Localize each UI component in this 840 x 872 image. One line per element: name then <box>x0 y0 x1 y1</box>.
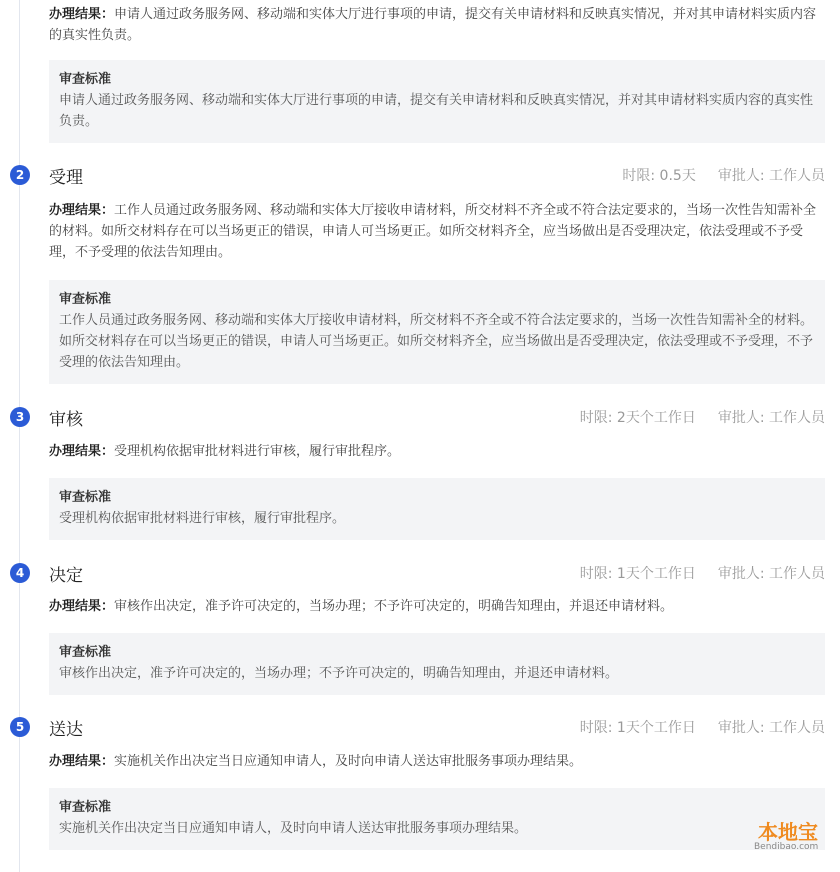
approver: 审批人: 工作人员 <box>717 410 825 426</box>
result-text: 受理机构依据审批材料进行审核，履行审批程序。 <box>114 444 401 459</box>
step-5-standard <box>49 788 825 850</box>
result-key: 办理结果： <box>49 754 115 769</box>
result-key: 办理结果： <box>49 444 115 459</box>
approver: 审批人: 工作人员 <box>717 168 825 184</box>
step-3-header <box>0 402 825 432</box>
time-limit: 时限: 1天个工作日 <box>579 720 696 736</box>
time-limit: 时限: 0.5天 <box>622 168 696 184</box>
step-meta <box>558 407 825 427</box>
step-number-badge: 4 <box>10 563 30 583</box>
step-1-standard <box>49 60 825 143</box>
result-key: 办理结果： <box>49 599 115 614</box>
step-4-result <box>49 596 825 617</box>
standard-text: 审核作出决定，准予许可决定的，当场办理；不予许可决定的，明确告知理由，并退还申请材料。 <box>59 666 619 681</box>
result-text: 审核作出决定，准予许可决定的，当场办理；不予许可决定的，明确告知理由，并退还申请材料。 <box>114 599 674 614</box>
step-5-header <box>0 712 825 742</box>
step-2-header <box>0 160 825 190</box>
standard-text: 实施机关作出决定当日应通知申请人，及时向申请人送达审批服务事项办理结果。 <box>59 821 528 836</box>
standard-title: 审查标准 <box>59 292 112 307</box>
step-5-result <box>49 751 825 772</box>
watermark-site: Bendibao.com <box>754 842 819 852</box>
watermark-logo: 本地宝 <box>758 820 818 844</box>
step-2-result <box>49 200 825 263</box>
step-number-badge: 5 <box>10 717 30 737</box>
standard-text: 工作人员通过政务服务网、移动端和实体大厅接收申请材料，所交材料不齐全或不符合法定要求的，当场一次性告知需补全的材料。如所交材料存在可以当场更正的错误，申请人可当场更正。如所交材料齐全，应当场做出是否受理决定，依法受理或不予受理，不予受理的依法告知理由。 <box>59 313 814 370</box>
step-title: 决定 <box>49 566 83 586</box>
step-number-badge: 3 <box>10 407 30 427</box>
step-title: 受理 <box>49 168 83 188</box>
step-2-standard <box>49 280 825 384</box>
standard-text: 申请人通过政务服务网、移动端和实体大厅进行事项的申请，提交有关申请材料和反映真实情况，并对其申请材料实质内容的真实性负责。 <box>59 93 814 129</box>
step-4-header <box>0 558 825 588</box>
result-text: 实施机关作出决定当日应通知申请人，及时向申请人送达审批服务事项办理结果。 <box>114 754 583 769</box>
standard-title: 审查标准 <box>59 72 112 87</box>
step-meta <box>558 717 825 737</box>
result-text: 申请人通过政务服务网、移动端和实体大厅进行事项的申请，提交有关申请材料和反映真实情况，并对其申请材料实质内容的真实性负责。 <box>49 7 817 43</box>
step-title: 送达 <box>49 720 83 740</box>
step-number-badge: 2 <box>10 165 30 185</box>
step-3-result <box>49 441 825 462</box>
standard-title: 审查标准 <box>59 800 112 815</box>
step-4-standard <box>49 633 825 695</box>
step-3-standard <box>49 478 825 540</box>
time-limit: 时限: 1天个工作日 <box>579 566 696 582</box>
standard-text: 受理机构依据审批材料进行审核，履行审批程序。 <box>59 511 346 526</box>
standard-title: 审查标准 <box>59 645 112 660</box>
result-key: 办理结果： <box>49 7 115 22</box>
standard-title: 审查标准 <box>59 490 112 505</box>
watermark <box>748 816 832 864</box>
result-key: 办理结果： <box>49 203 115 218</box>
approver: 审批人: 工作人员 <box>717 566 825 582</box>
step-meta <box>600 165 825 185</box>
step-title: 审核 <box>49 410 83 430</box>
approver: 审批人: 工作人员 <box>717 720 825 736</box>
step-meta <box>558 563 825 583</box>
time-limit: 时限: 2天个工作日 <box>579 410 696 426</box>
result-text: 工作人员通过政务服务网、移动端和实体大厅接收申请材料，所交材料不齐全或不符合法定要求的，当场一次性告知需补全的材料。如所交材料存在可以当场更正的错误，申请人可当场更正。如所交材料齐全，应当场做出是否受理决定，依法受理或不予受理，不予受理的依法告知理由。 <box>49 203 817 260</box>
step-1-result <box>49 4 825 46</box>
